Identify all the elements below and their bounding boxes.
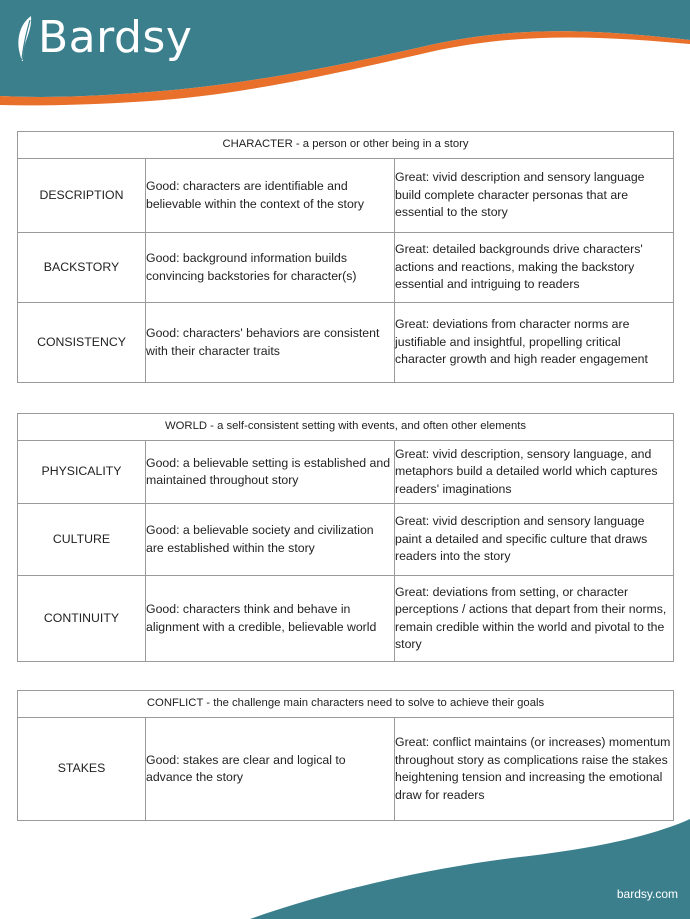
section-header-row: [18, 691, 674, 718]
category-label: DESCRIPTION: [18, 159, 146, 233]
footer-wave: [0, 809, 690, 919]
footer-url: bardsy.com: [616, 887, 678, 901]
table-row: [18, 718, 674, 821]
brand-logo: [14, 8, 192, 68]
table-row: [18, 504, 674, 576]
table-row: [18, 441, 674, 504]
category-label: CULTURE: [18, 504, 146, 576]
section-header-row: [18, 414, 674, 441]
section-header-row: [18, 132, 674, 159]
category-label: CONSISTENCY: [18, 303, 146, 383]
good-criterion: Good: stakes are clear and logical to advance the story: [146, 718, 395, 821]
section-title: WORLD - a self-consistent setting with events, and often other elements: [18, 414, 674, 441]
great-criterion: Great: vivid description and sensory language build complete character personas that are essential to the story: [395, 159, 674, 233]
table-row: [18, 576, 674, 662]
good-criterion: Good: characters' behaviors are consistent with their character traits: [146, 303, 395, 383]
great-criterion: Great: deviations from character norms are justifiable and insightful, propelling critical character growth and high reader engagement: [395, 303, 674, 383]
feather-icon: [14, 14, 36, 62]
table-row: [18, 233, 674, 303]
world-table: [17, 413, 674, 662]
section-title: CONFLICT - the challenge main characters need to solve to achieve their goals: [18, 691, 674, 718]
great-criterion: Great: deviations from setting, or character perceptions / actions that depart from their norms, remain credible within the world and pivotal to the story: [395, 576, 674, 662]
category-label: CONTINUITY: [18, 576, 146, 662]
great-criterion: Great: vivid description, sensory language, and metaphors build a detailed world which captures readers' imaginations: [395, 441, 674, 504]
conflict-table: [17, 690, 674, 821]
good-criterion: Good: characters think and behave in alignment with a credible, believable world: [146, 576, 395, 662]
character-table: [17, 131, 674, 383]
great-criterion: Great: conflict maintains (or increases) momentum throughout story as complications raise the stakes heightening tension and increasing the emotional draw for readers: [395, 718, 674, 821]
category-label: PHYSICALITY: [18, 441, 146, 504]
section-title: CHARACTER - a person or other being in a story: [18, 132, 674, 159]
logo-text: Bardsy: [38, 12, 193, 63]
table-row: [18, 159, 674, 233]
category-label: STAKES: [18, 718, 146, 821]
good-criterion: Good: background information builds convincing backstories for character(s): [146, 233, 395, 303]
good-criterion: Good: a believable setting is established and maintained throughout story: [146, 441, 395, 504]
great-criterion: Great: detailed backgrounds drive characters' actions and reactions, making the backstory essential and intriguing to readers: [395, 233, 674, 303]
table-row: [18, 303, 674, 383]
great-criterion: Great: vivid description and sensory language paint a detailed and specific culture that draws readers into the story: [395, 504, 674, 576]
good-criterion: Good: characters are identifiable and believable within the context of the story: [146, 159, 395, 233]
good-criterion: Good: a believable society and civilization are established within the story: [146, 504, 395, 576]
category-label: BACKSTORY: [18, 233, 146, 303]
